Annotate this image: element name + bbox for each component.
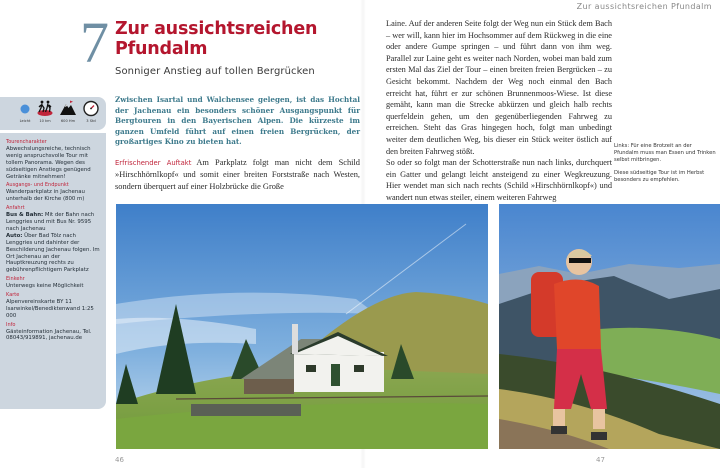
clock-duration-icon bbox=[82, 99, 100, 117]
info-heading-einkehr: Einkehr bbox=[6, 276, 25, 283]
body-right-paragraph-2: So oder so folgt man der Schotterstraße nun nach links, durchquert ein Gatter und gelangt leicht ansteigend zu einer Wegkreuzung. Hier wendet man sich nach rechts (Schild »Hirschhörnlkopf«) und wandert nun etwas steiler, einem weiteren Fahrweg bbox=[386, 158, 612, 202]
caption-alm: Links: Für eine Brotzeit an der Pfundalm muss man Essen und Trinken selbst mitbringen. bbox=[614, 143, 716, 163]
info-heading-info: Info bbox=[6, 321, 16, 328]
stat-label: 3 Std bbox=[86, 119, 96, 123]
body-right-paragraph-1: Laine. Auf der anderen Seite folgt der Weg nun ein Stück dem Bach – wer will, kann hier im Hochsommer auf dem Rückweg in die eine oder andere Gumpe springen – und führt dann von ihm weg. Parallel zur Laine geht es weiter nach Norden, wobei man bald zum ersten Mal das Ziel der Tour – einen breiten freien Bergrücken – zu Gesicht bekommt. Nachdem der Weg noch einmal den Bach erreicht hat, führt er zur schönen Brunnenmoos-Wiese. Ist diese gemäht, kann man die Strecke abkürzen und gleich halb rechts querfeldein gehen, um den gegenüberliegenden Fahrweg zu erreichen. Steht das Gras hingegen hoch, folgt man unbedingt weiter dem deutlichen Weg, bis dieser ein Stück weiter östlich auf den breiten Fahrweg stößt. bbox=[386, 19, 612, 156]
info-anfahrt-auto: Über Bad Tölz nach Lenggries und dahinter der Beschilderung Jachenau folgen. Im Ort Jachenau an der Hauptkreuzung rechts zu gebührenpflichtigem Parkplatz bbox=[6, 232, 100, 274]
chapter-title bbox=[115, 19, 360, 59]
info-anfahrt-auto-label: Auto: bbox=[6, 232, 23, 239]
chapter-subtitle: Sonniger Anstieg auf tollen Bergrücken bbox=[115, 66, 315, 77]
info-anfahrt-bus: Mit der Bahn nach Lenggries und mit Bus Nr. 9595 nach Jachenau bbox=[6, 212, 95, 232]
stat-elevation bbox=[57, 99, 79, 123]
difficulty-dot-icon bbox=[16, 99, 34, 117]
photo-pfundalm-hut bbox=[116, 204, 488, 449]
info-heading-tourencharakter: Tourencharakter bbox=[6, 139, 47, 145]
stat-label: 10 km bbox=[39, 119, 51, 123]
info-contact: Gästeinformation Jachenau, Tel. 08043/919891, jachenau.de bbox=[6, 328, 92, 342]
chapter-title-line1: Zur aussichtsreichen bbox=[115, 19, 318, 39]
tour-info-box bbox=[0, 133, 106, 409]
chapter-number: 7 bbox=[80, 10, 109, 75]
caption-hiker: Diese südseitige Tour ist im Herbst besonders zu empfehlen. bbox=[614, 170, 705, 183]
info-einkehr: Unterwegs keine Möglichkeit bbox=[6, 283, 84, 290]
stat-label: 600 Hm bbox=[60, 119, 76, 123]
tour-stats-box bbox=[0, 97, 106, 130]
info-heading-anfahrt: Anfahrt bbox=[6, 205, 25, 212]
page-number-left: 46 bbox=[115, 456, 124, 464]
info-tourencharakter: Abwechslungsreiche, technisch wenig anspruchsvolle Tour mit tollem Panorama. Wegen des südseitigen Anstiegs genügend Getränke mitnehmen! bbox=[6, 145, 91, 180]
body-text-right bbox=[386, 18, 612, 204]
page-number-right: 47 bbox=[596, 456, 605, 464]
stat-distance bbox=[34, 99, 56, 123]
stat-duration bbox=[80, 99, 102, 123]
info-anfahrt-bus-label: Bus & Bahn: bbox=[6, 212, 44, 219]
hikers-distance-icon bbox=[36, 99, 54, 117]
running-head: Zur aussichtsreichen Pfundalm bbox=[576, 2, 712, 11]
intro-paragraph: Zwischen Isartal und Walchensee gelegen, ist das Hochtal der Jachenau ein besonders schöner Ausgangspunkt für Bergtouren in den Bayerischen Alpen. Die kürzeste im ganzen Umfeld führt auf einen freien Bergrücken, der großartiges Kino zu bieten hat. bbox=[115, 95, 360, 146]
section-lead-heading: Erfrischender Auftakt bbox=[115, 159, 192, 167]
body-text-left bbox=[115, 157, 360, 193]
stat-label: Leicht bbox=[19, 119, 31, 123]
info-heading-karte: Karte bbox=[6, 292, 20, 299]
photo-hiker-on-ridge bbox=[499, 204, 720, 449]
info-heading-ausgangspunkt: Ausgangs- und Endpunkt bbox=[6, 182, 69, 189]
photo-captions bbox=[614, 143, 716, 190]
info-ausgangspunkt: Wanderparkplatz in Jachenau unterhalb der Kirche (800 m) bbox=[6, 189, 85, 203]
body-left-text: Am Parkplatz folgt man nicht dem Schild »Hirschhörnlkopf« und somit einer breiten Forststraße nach Westen, sondern überquert auf einer Holzbrücke die Große bbox=[115, 158, 360, 191]
mountain-elevation-icon bbox=[59, 99, 77, 117]
chapter-title-line2: Pfundalm bbox=[115, 39, 208, 59]
info-anfahrt bbox=[6, 212, 102, 274]
info-karte: Alpenvereinskarte BY 11 Isarwinkel/Benediktenwand 1:25 000 bbox=[6, 298, 94, 319]
stat-difficulty bbox=[14, 99, 36, 123]
